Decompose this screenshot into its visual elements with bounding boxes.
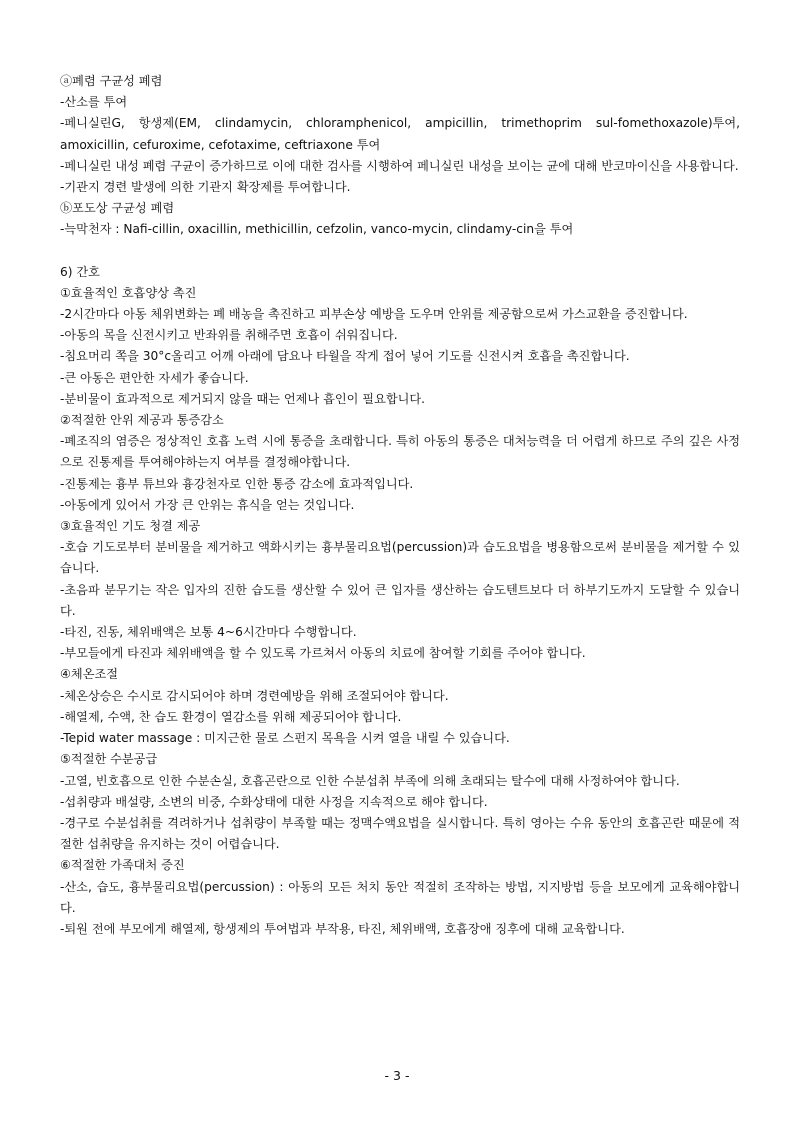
- section-heading-nursing: 6) 간호: [60, 264, 100, 279]
- heading-staphylococcal: ⓑ포도상 구균성 폐렴: [60, 201, 175, 216]
- text-line: -기관지 경련 발생에 의한 기관지 확장제를 투여합니다.: [60, 180, 351, 195]
- text-line: -타진, 진동, 체위배액은 보통 4~6시간마다 수행합니다.: [60, 625, 357, 640]
- subheading-hydration: ⑤적절한 수분공급: [60, 752, 158, 767]
- subheading-airway: ③효율적인 기도 청결 제공: [60, 519, 201, 534]
- text-line: -산소를 투여: [60, 95, 128, 110]
- text-line: -체온상승은 수시로 감시되어야 하며 경련예방을 위해 조절되어야 합니다.: [60, 688, 449, 703]
- subheading-breathing: ①효율적인 호흡양상 촉진: [60, 285, 197, 300]
- text-line: -침요머리 쪽을 30°c올리고 어깨 아래에 담요나 타월을 작게 접어 넣어 기도를 신전시켜 호흡을 촉진합니다.: [60, 349, 630, 364]
- text-line: -페니실린 내성 폐렴 구균이 증가하므로 이에 대한 검사를 시행하여 페니실린 내성을 보이는 균에 대해 반코마이신을 사용합니다.: [60, 158, 739, 173]
- text-line: -해열제, 수액, 찬 습도 환경이 열감소를 위해 제공되어야 합니다.: [60, 709, 402, 724]
- text-line: -큰 아동은 편안한 자세가 좋습니다.: [60, 370, 249, 385]
- text-line: -섭취량과 배설량, 소변의 비중, 수화상태에 대한 사정을 지속적으로 해야 합니다.: [60, 794, 488, 809]
- subheading-temperature: ④체온조절: [60, 667, 119, 682]
- text-line: -늑막천자 : Nafi-cillin, oxacillin, methicillin, cefzolin, vanco-mycin, clindamy-cin을 투여: [60, 222, 574, 237]
- text-line: -페니실린G, 항생제(EM, clindamycin, chloramphenicol, ampicillin, trimethoprim sul-fomethoxazole)투여, amoxicillin, cefuroxime, cefotaxime, ceftriaxone 투여: [60, 116, 740, 152]
- text-line: -호습 기도로부터 분비물을 제거하고 액화시키는 흉부물리요법(percussion)과 습도요법을 병용함으로써 분비물을 제거할 수 있습니다.: [60, 540, 740, 576]
- page-number: - 3 -: [384, 1068, 410, 1083]
- text-line: -분비물이 효과적으로 제거되지 않을 때는 언제나 흡인이 필요합니다.: [60, 391, 426, 406]
- text-line: -아동의 목을 신전시키고 반좌위를 취해주면 호흡이 쉬워집니다.: [60, 328, 398, 343]
- document-body: [60, 71, 740, 940]
- text-line: -진통제는 흉부 튜브와 흉강천자로 인한 통증 감소에 효과적입니다.: [60, 476, 414, 491]
- subheading-family: ⑥적절한 가족대처 증진: [60, 858, 185, 873]
- text-line: -부모들에게 타진과 체위배액을 할 수 있도록 가르쳐서 아동의 치료에 참여할 기회를 주어야 합니다.: [60, 646, 586, 661]
- text-line: -폐조직의 염증은 정상적인 호흡 노력 시에 통증을 초래합니다. 특히 아동의 통증은 대처능력을 더 어렵게 하므로 주의 깊은 사정으로 진통제를 투여해야하는지 여부를 결정해야합니다.: [60, 434, 740, 470]
- heading-pneumococcal: ⓐ폐렴 구균성 폐렴: [60, 74, 163, 88]
- text-line: -Tepid water massage : 미지근한 물로 스펀지 목욕을 시켜 열을 내릴 수 있습니다.: [60, 731, 510, 746]
- text-line: -초음파 분무기는 작은 입자의 진한 습도를 생산할 수 있어 큰 입자를 생산하는 습도텐트보다 더 하부기도까지 도달할 수 있습니다.: [60, 582, 740, 618]
- text-line: -고열, 빈호흡으로 인한 수분손실, 호흡곤란으로 인한 수분섭취 부족에 의해 초래되는 탈수에 대해 사정하여야 합니다.: [60, 773, 680, 788]
- text-line: -2시간마다 아동 체위변화는 폐 배농을 촉진하고 피부손상 예방을 도우며 안위를 제공함으로써 가스교환을 증진합니다.: [60, 307, 688, 322]
- paragraph-gap: [60, 241, 740, 262]
- subheading-comfort: ②적절한 안위 제공과 통증감소: [60, 413, 224, 428]
- text-line: -퇴원 전에 부모에게 해열제, 항생제의 투여법과 부작용, 타진, 체위배액, 호흡장애 징후에 대해 교육합니다.: [60, 921, 625, 936]
- text-line: -아동에게 있어서 가장 큰 안위는 휴식을 얻는 것입니다.: [60, 497, 355, 512]
- text-line: -산소, 습도, 흉부물리요법(percussion) : 아동의 모든 처치 동안 적절히 조작하는 방법, 지지방법 등을 보모에게 교육해야합니다.: [60, 879, 740, 915]
- text-line: -경구로 수분섭취를 격려하거나 섭취량이 부족할 때는 정맥수액요법을 실시합니다. 특히 영아는 수유 동안의 호흡곤란 때문에 적절한 섭취량을 유지하는 것이 어렵습니다.: [60, 815, 740, 852]
